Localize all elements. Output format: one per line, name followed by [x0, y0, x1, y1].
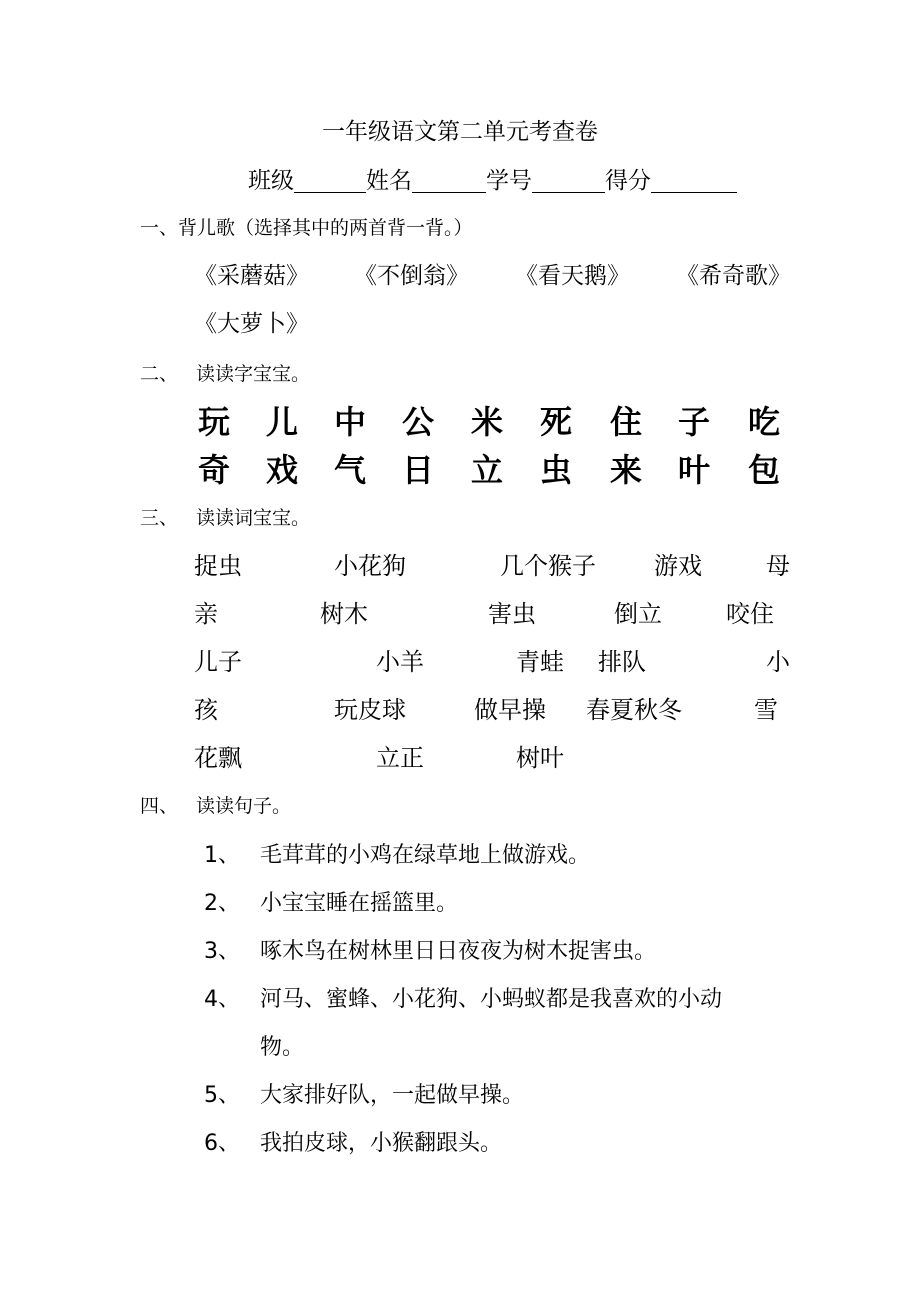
sentence-text: 小宝宝睡在摇篮里。 [260, 891, 459, 916]
name-blank[interactable] [412, 164, 486, 193]
sentence-item [204, 888, 824, 920]
character-item: 死 [539, 403, 572, 441]
word-item: 树叶 [516, 744, 564, 772]
section-3-text: 读读词宝宝。 [196, 507, 311, 529]
word-item: 几个猴子 [500, 552, 596, 580]
character-item: 叶 [677, 451, 710, 489]
word-item: 春夏秋冬 [586, 696, 682, 724]
character-item: 住 [609, 403, 642, 441]
sentence-text: 河马、蜜蜂、小花狗、小蚂蚁都是我喜欢的小动 [260, 987, 723, 1012]
class-blank[interactable] [294, 164, 366, 193]
word-item: 立正 [376, 744, 424, 772]
score-blank[interactable] [651, 164, 737, 193]
character-item: 气 [333, 451, 366, 489]
poem-item: 《不倒翁》 [354, 263, 469, 289]
score-label: 得分 [605, 168, 651, 194]
character-item: 儿 [265, 403, 298, 441]
character-item: 包 [747, 451, 780, 489]
word-item: 咬住 [726, 600, 774, 628]
page-title: 一年级语文第二单元考查卷 [322, 119, 598, 145]
word-item: 母 [766, 552, 790, 580]
sentence-number: 4、 [204, 987, 240, 1012]
word-item: 游戏 [654, 552, 702, 580]
poem-item: 《采蘑菇》 [194, 263, 309, 289]
section-2-heading [140, 360, 310, 388]
word-item: 排队 [598, 648, 646, 676]
character-item: 虫 [539, 451, 572, 489]
sentence-number: 5、 [204, 1083, 240, 1108]
sentence-number: 1、 [204, 843, 240, 868]
character-item: 米 [470, 403, 503, 441]
poem-item: 《大萝卜》 [194, 311, 309, 337]
id-label: 学号 [486, 168, 532, 194]
character-item: 日 [401, 451, 434, 489]
section-2-number: 二、 [140, 363, 179, 385]
section-4-heading [140, 792, 291, 820]
word-item: 雪 [754, 696, 778, 724]
sentence-text: 啄木鸟在树林里日日夜夜为树木捉害虫。 [260, 939, 657, 964]
word-item: 害虫 [488, 600, 536, 628]
poem-item: 《希奇歌》 [676, 263, 791, 289]
section-2-text: 读读字宝宝。 [196, 363, 311, 385]
section-1-heading [140, 214, 473, 242]
class-label: 班级 [248, 168, 294, 194]
section-1-number: 一、 [140, 217, 179, 239]
sentence-number: 3、 [204, 939, 240, 964]
character-item: 吃 [747, 403, 780, 441]
character-item: 戏 [265, 451, 298, 489]
sentence-text: 物。 [260, 1035, 305, 1060]
poem-item: 《看天鹅》 [515, 263, 630, 289]
sentence-item [204, 1128, 824, 1160]
word-item: 孩 [194, 696, 218, 724]
character-item: 公 [401, 403, 434, 441]
word-item: 树木 [320, 600, 368, 628]
word-item: 做早操 [474, 696, 546, 724]
character-item: 中 [333, 403, 366, 441]
sentence-item [204, 984, 824, 1016]
section-1-text: 背儿歌（选择其中的两首背一背。） [178, 217, 473, 239]
sentence-text: 毛茸茸的小鸡在绿草地上做游戏。 [260, 843, 591, 868]
sentence-item [204, 936, 824, 968]
name-label: 姓名 [366, 168, 412, 194]
character-item: 奇 [197, 451, 230, 489]
sentence-number: 6、 [204, 1131, 240, 1156]
sentence-item [204, 1032, 824, 1064]
word-item: 玩皮球 [334, 696, 406, 724]
section-4-number: 四、 [140, 795, 179, 817]
character-item: 来 [609, 451, 642, 489]
character-item: 子 [677, 403, 710, 441]
sentence-item [204, 1080, 824, 1112]
id-blank[interactable] [532, 164, 605, 193]
character-item: 立 [470, 451, 503, 489]
word-item: 小花狗 [334, 552, 406, 580]
character-item: 玩 [197, 403, 230, 441]
word-item: 亲 [194, 600, 218, 628]
sentence-number: 2、 [204, 891, 240, 916]
student-info-line [248, 164, 737, 198]
word-item: 青蛙 [516, 648, 564, 676]
word-item: 花飘 [194, 744, 242, 772]
sentence-text: 我拍皮球，小猴翻跟头。 [260, 1131, 503, 1156]
word-item: 捉虫 [194, 552, 242, 580]
sentence-item [204, 840, 824, 872]
section-3-heading [140, 504, 310, 532]
word-item: 小 [766, 648, 790, 676]
section-3-number: 三、 [140, 507, 179, 529]
word-item: 儿子 [194, 648, 242, 676]
sentence-text: 大家排好队，一起做早操。 [260, 1083, 525, 1108]
word-item: 小羊 [376, 648, 424, 676]
word-item: 倒立 [614, 600, 662, 628]
section-4-text: 读读句子。 [196, 795, 292, 817]
